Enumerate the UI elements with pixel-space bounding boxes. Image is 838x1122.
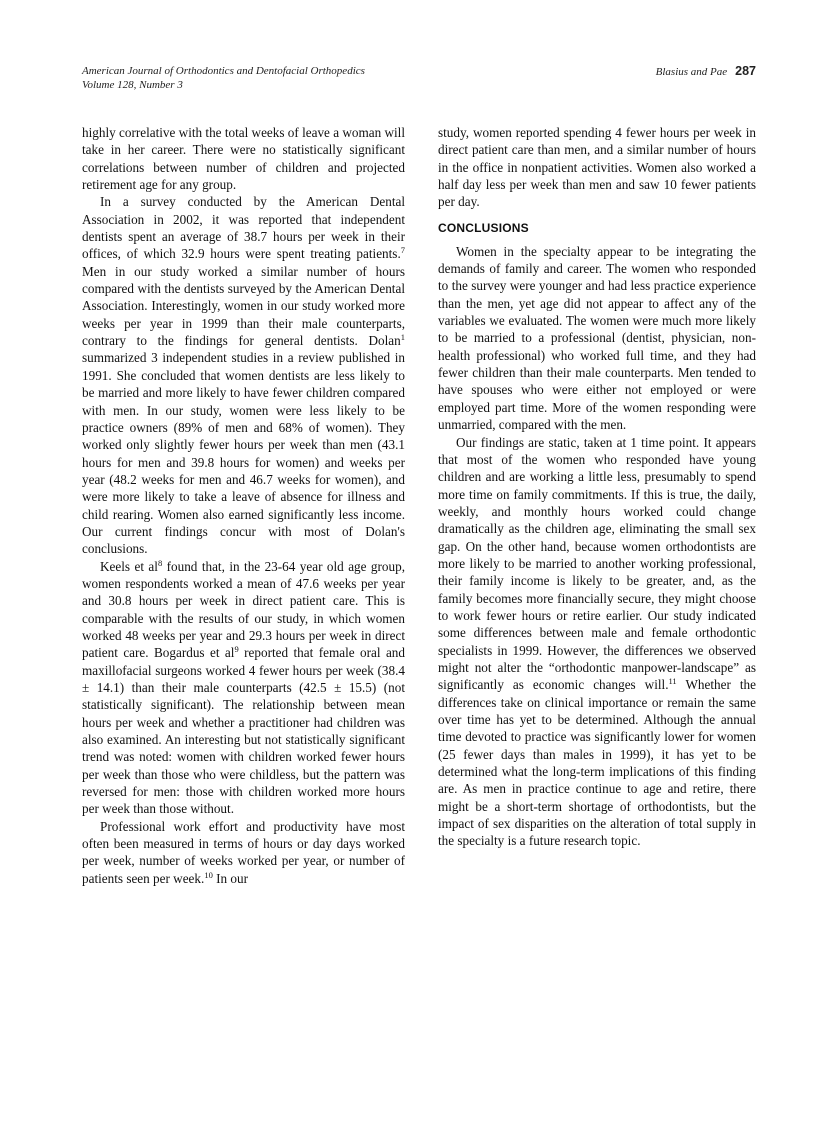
paragraph-text: Our findings are static, taken at 1 time point. It appears that most of the women who responded have young children and are working a little less, presumably to spend more time on family commitments. If this is true, the daily, weekly, and monthly hours worked could change dramatically as the children age, eliminating the small sex gap. On the other hand, because women orthodontists are more likely to be married to another working professional, their family income is likely to be greater, and, as the family becomes more financially secure, they might choose to work fewer hours or retire earlier. Our study indicated some differences between male and female orthodontic specialists in 1999. However, the differences we observed might not alter the “orthodontic manpower-landscape” as significantly as economic changes will. [438, 434, 756, 693]
paragraph [82, 818, 405, 887]
paragraph-text: Professional work effort and productivity have most often been measured in terms of hours or day days worked per week, number of weeks worked per year, or number of patients seen per week. [82, 818, 405, 886]
paragraph-text: Men in our study worked a similar number of hours compared with the dentists surveyed by the American Dental Association. Interestingly, women in our study worked more weeks per year in 1999 than their male counterparts, contrary to the findings for general dentists. Dolan [82, 263, 405, 349]
authors: Blasius and Pae [655, 66, 728, 78]
journal-title: American Journal of Orthodontics and Dentofacial Orthopedics [82, 65, 365, 77]
paragraph-text: In our [212, 870, 248, 886]
paragraph [82, 193, 405, 557]
left-column [82, 124, 405, 887]
page-info [656, 64, 756, 79]
journal-info [82, 64, 365, 92]
paragraph: Women in the specialty appear to be integrating the demands of family and career. The women who responded to the survey were younger and had less practice experience than the men, yet age did not appear to affect any of the variables we evaluated. The women were much more likely to be married to a professional (dentist, physician, non-health professional) who worked full time, and they had fewer children than their male counterparts. Men tended to have spouses who were either not employed or were employed part time. More of the women responding were unmarried, compared with the men. [438, 243, 756, 433]
journal-volume: Volume 128, Number 3 [82, 79, 183, 91]
paragraph: study, women reported spending 4 fewer hours per week in direct patient care than men, and a similar number of hours in the office in nonpatient activities. Women also worked a half day less per week than men and saw 10 fewer patients per day. [438, 125, 756, 210]
citation-ref: 10 [204, 869, 213, 880]
citation-ref: 8 [157, 557, 163, 568]
paragraph-text: found that, in the 23-64 year old age group, women respondents worked a mean of 47.6 weeks per year and 30.8 hours per week in direct patient care. This is comparable with the results of our study, in which women worked 48 weeks per year and 29.3 hours per week in direct patient care. Bogardus et al [82, 558, 405, 661]
citation-ref: 9 [234, 644, 239, 655]
citation-ref: 7 [400, 245, 405, 256]
paragraph-text: Keels et al [100, 558, 158, 574]
page-number: 287 [735, 64, 756, 78]
citation-ref: 1 [400, 332, 405, 343]
citation-ref: 11 [668, 676, 677, 687]
paragraph-text: In a survey conducted by the American Dental Association in 2002, it was reported that independent dentists spent an average of 38.7 hours per week in their offices, of which 32.9 hours were spent treating patients. [82, 194, 405, 262]
paragraph-text: Whether the differences take on clinical importance or remain the same over time has yet to be determined. Although the annual time devoted to practice was significantly lower for women (25 fewer days than males in 1999), it has yet to be determined what the long-term implications of this finding are. As men in practice continue to age and retire, there might be a short-term shortage of orthodontists, but the impact of sex disparities on the alteration of total supply in the specialty is a future research topic. [438, 677, 756, 849]
right-column [438, 124, 756, 850]
paragraph [82, 558, 405, 818]
section-heading-conclusions: CONCLUSIONS [438, 220, 529, 235]
paragraph: highly correlative with the total weeks of leave a woman will take in her career. There were no statistically significant correlations between number of children and projected retirement age for any group. [82, 125, 405, 193]
paragraph-text: reported that female oral and maxillofacial surgeons worked 4 fewer hours per week (38.4 ± 14.1) than their male counterparts (42.5 ± 15.5) (not statistically significant). The relationship between mean hours per week and whether a practitioner had children was also examined. An interesting but not statistically significant trend was noted: women with children worked fewer hours per week than those who were childless, but the pattern was reversed for men: those with children worked more hours per week than those without. [82, 645, 405, 817]
paragraph [438, 434, 756, 850]
paragraph-text: summarized 3 independent studies in a review published in 1991. She concluded that women dentists are less likely to be married and more likely to have fewer children compared with men. In our study, women were less likely to be practice owners (89% of men and 68% of women). They worked only slightly fewer hours per week than men (43.1 hours for men and 39.8 hours for women) and weeks per year (48.2 weeks for men and 46.7 weeks for women), and were more likely to take a leave of absence for illness and child rearing. Women also earned significantly less income. Our current findings concur with most of Dolan's conclusions. [82, 350, 405, 557]
